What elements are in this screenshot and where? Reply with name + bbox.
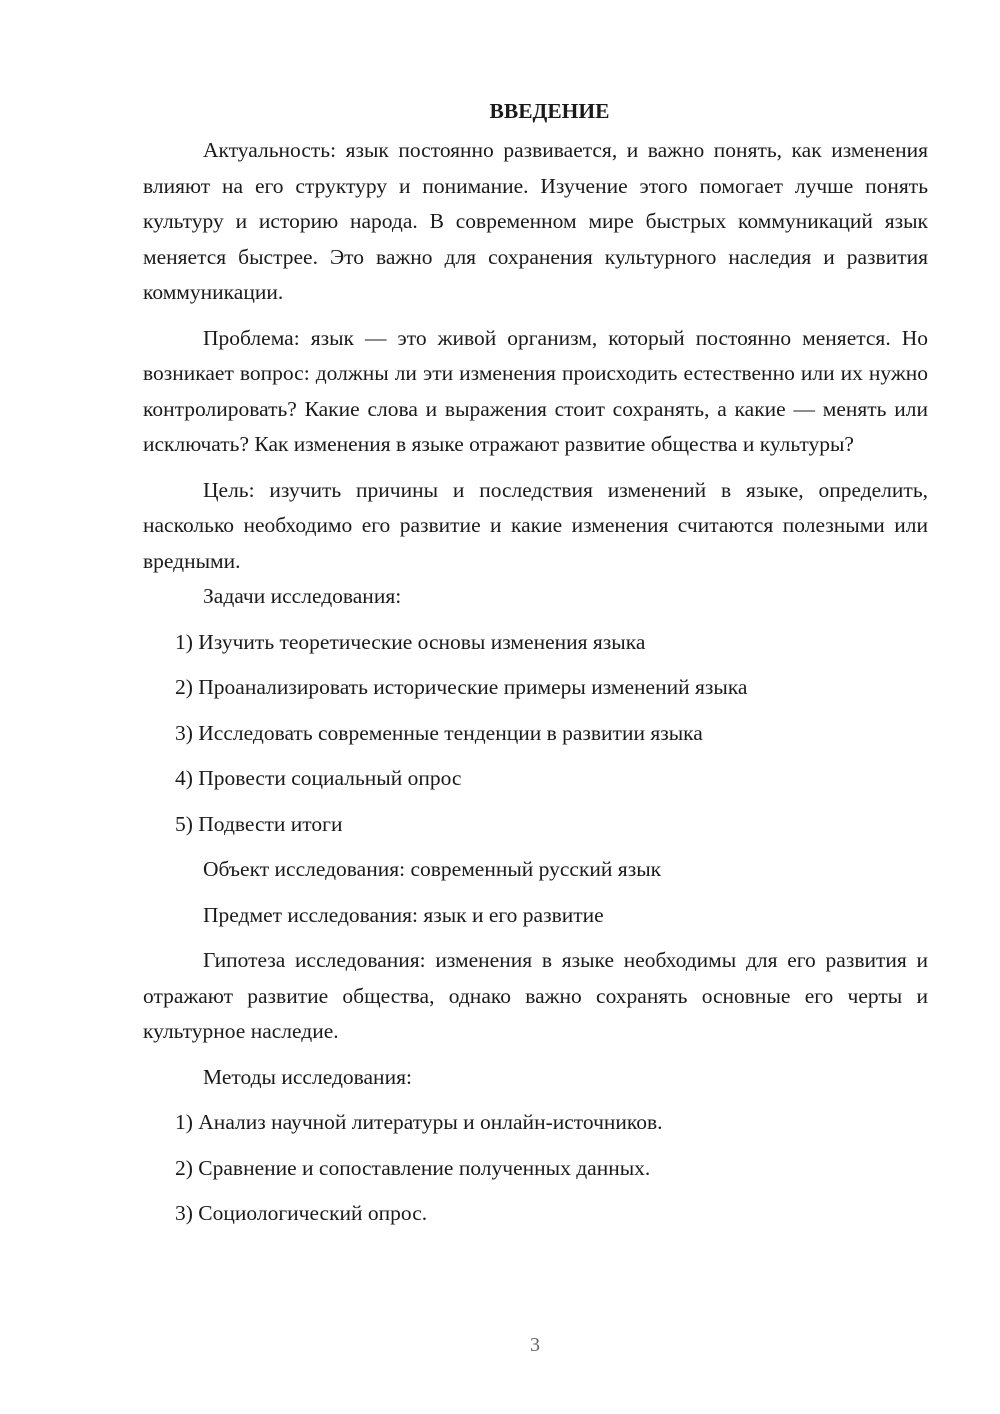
page-title: ВВЕДЕНИЕ [489, 99, 610, 123]
task-item: 1) Изучить теоретические основы изменения языка [175, 629, 646, 654]
task-item: 2) Проанализировать исторические примеры изменений языка [175, 675, 748, 699]
methods-label: Методы исследования: [203, 1064, 412, 1089]
method-item: 3) Социологический опрос. [175, 1201, 428, 1225]
subject-line: Предмет исследования: язык и его развитие [203, 902, 604, 927]
hypothesis-paragraph: Гипотеза исследования: изменения в языке необходимы для его развития и отражают развитие общества, однако важно сохранять основные его черты и культурное наследие. [143, 948, 928, 1043]
relevance-paragraph: Актуальность: язык постоянно развивается, и важно понять, как изменения влияют на его структуру и понимание. Изучение этого помогает лучше понять культуру и историю народа. В современном мире быстрых коммуникаций язык меняется быстрее. Это важно для сохранения культурного наследия и развития коммуникации. [143, 138, 928, 304]
goal-paragraph: Цель: изучить причины и последствия изменений в языке, определить, насколько необходимо его развитие и какие изменения считаются полезными или вредными. [143, 477, 928, 573]
page-number: 3 [530, 1334, 540, 1356]
task-item: 5) Подвести итоги [175, 811, 343, 836]
task-item: 3) Исследовать современные тенденции в развитии языка [175, 720, 703, 745]
method-item: 1) Анализ научной литературы и онлайн-источников. [175, 1110, 663, 1134]
task-item: 4) Провести социальный опрос [175, 766, 462, 790]
problem-paragraph: Проблема: язык — это живой организм, который постоянно меняется. Но возникает вопрос: должны ли эти изменения происходить естественно или их нужно контролировать? Какие слова и выражения стоит сохранять, а какие — менять или исключать? Как изменения в языке отражают развитие общества и культуры? [143, 325, 928, 456]
object-line: Объект исследования: современный русский язык [203, 857, 662, 881]
document-page [143, 96, 928, 1232]
tasks-label: Задачи исследования: [203, 584, 402, 608]
method-item: 2) Сравнение и сопоставление полученных данных. [175, 1155, 651, 1180]
